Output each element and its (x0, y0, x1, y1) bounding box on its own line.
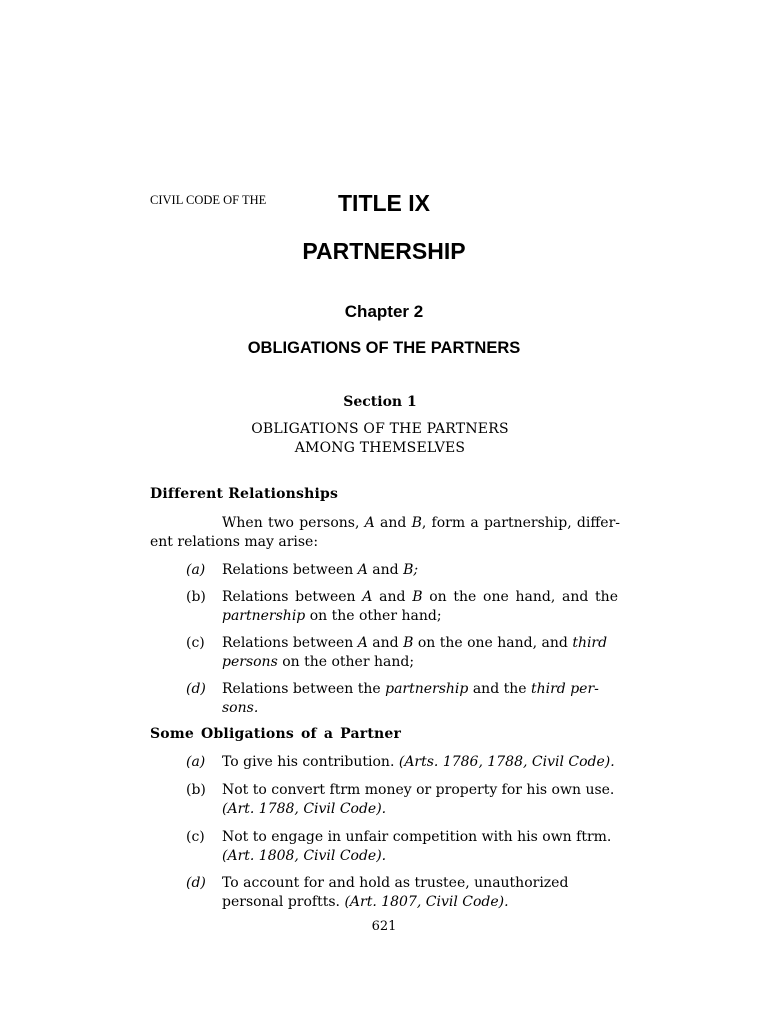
item-marker: (b) (186, 782, 206, 798)
italic-run: partnership (385, 681, 469, 697)
item-line-1: Not to convert ftrm money or property for his own use. (222, 782, 615, 798)
intro-paragraph (150, 514, 620, 551)
italic-run: A (362, 589, 373, 605)
chapter-label: Chapter 2 (344, 302, 424, 321)
title-number-text: TITLE IX (338, 190, 430, 216)
italic-run: third (572, 635, 608, 651)
italic-run: A (357, 635, 368, 651)
relationship-item-a (186, 561, 618, 581)
text-run: Relations between the (222, 681, 386, 697)
subheading-some-obligations: Some Obligations of a Partner (150, 726, 402, 742)
item-line-2 (222, 607, 618, 626)
italic-run: A (364, 515, 375, 531)
text-run: Relations between (222, 589, 363, 605)
text-run: Relations between (222, 562, 358, 578)
chapter-title: OBLIGATIONS OF THE PARTNERS (247, 339, 521, 357)
obligation-item-b (186, 781, 618, 821)
item-line-2 (222, 800, 618, 819)
text-run: on the one hand, and (413, 635, 573, 651)
relationship-item-c (186, 634, 618, 674)
text-run: on the other hand; (277, 653, 415, 670)
italic-run: B (403, 635, 414, 651)
item-content (222, 874, 618, 911)
italic-run: third per- (530, 681, 599, 697)
relationship-item-d (186, 680, 618, 720)
intro-line-1 (150, 514, 620, 533)
item-content (222, 588, 618, 625)
italic-run: (Art. 1808, Civil Code). (222, 847, 387, 864)
running-head: CIVIL CODE OF THE (150, 193, 267, 207)
italic-run: B (412, 589, 423, 605)
obligation-item-d (186, 874, 618, 914)
item-line-2 (222, 653, 618, 672)
item-marker: (c) (186, 635, 205, 651)
intro-line-2: ent relations may arise: (150, 533, 319, 550)
item-marker: (d) (186, 681, 206, 697)
text-run: personal proftts. (222, 893, 345, 910)
italic-run: persons (222, 653, 278, 670)
item-marker: (b) (186, 589, 206, 605)
title-subject: PARTNERSHIP (302, 238, 466, 264)
italic-run: partnership (222, 607, 306, 624)
italic-run: sons. (222, 699, 259, 716)
obligation-item-c (186, 828, 618, 868)
section-label: Section 1 (343, 394, 417, 410)
italic-run: A (357, 562, 368, 578)
italic-run: B; (403, 562, 419, 578)
text-run: and the (468, 681, 531, 697)
item-line-2 (222, 893, 618, 912)
item-line-1 (222, 588, 618, 607)
item-content (222, 753, 618, 772)
italic-run: (Art. 1807, Civil Code). (344, 893, 509, 910)
item-line-1 (222, 634, 618, 653)
text-run: To give his contribution. (222, 754, 399, 770)
item-content (222, 781, 618, 818)
item-line-1 (222, 680, 618, 699)
italic-run: (Art. 1788, Civil Code). (222, 800, 387, 817)
text-run: and (374, 515, 412, 531)
item-content (222, 634, 618, 671)
item-line-2 (222, 699, 618, 718)
item-content (222, 561, 618, 580)
text-run: and (367, 635, 404, 651)
section-title-line-1: OBLIGATIONS OF THE PARTNERS (251, 421, 509, 437)
text-run: Relations between (222, 635, 358, 651)
section-title-line-2: AMONG THEMSELVES (294, 440, 466, 456)
text-run: on the other hand; (305, 607, 442, 624)
italic-run: (Arts. 1786, 1788, Civil Code). (398, 754, 615, 770)
text-run: When two persons, (222, 515, 365, 531)
item-marker: (a) (186, 754, 206, 770)
title-number (0, 190, 768, 217)
text-run: and (367, 562, 404, 578)
item-line-1: Not to engage in unfair competition with his own ftrm. (222, 829, 612, 845)
item-line-1: To account for and hold as trustee, unauthorized (222, 875, 569, 891)
item-line-2 (222, 847, 618, 866)
text-run: , form a partnership, differ- (421, 515, 620, 531)
page-number: 621 (371, 919, 397, 934)
relationship-item-b (186, 588, 618, 628)
subheading-different-relationships: Different Relationships (150, 486, 339, 502)
text-run: and (372, 589, 413, 605)
item-content (222, 828, 618, 865)
item-marker: (c) (186, 829, 205, 845)
item-marker: (d) (186, 875, 206, 891)
text-run: on the one hand, and the (422, 589, 618, 605)
italic-run: B (411, 515, 422, 531)
item-marker: (a) (186, 562, 206, 578)
item-content (222, 680, 618, 717)
obligation-item-a (186, 753, 618, 773)
